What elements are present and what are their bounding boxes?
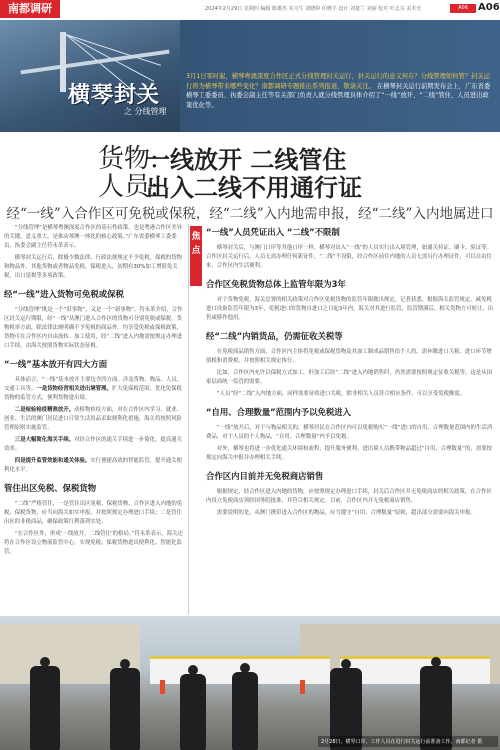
- officer-head: [40, 657, 50, 667]
- headline-label-people: 人员:: [98, 172, 159, 202]
- section-heading: 合作区内目前并无免税商店销售: [206, 471, 324, 481]
- officer-figure: [30, 666, 60, 750]
- paragraph: 根据规定，经合作区进入内地的货物，应按照规定办理进口手续，封关后合作区并无免税商店的相关政策，在合作区内设立免税商店须经国务院批准，并符合相关规定。目前，合作区内并无免税商店销售。: [206, 489, 492, 504]
- inspection-gate: [340, 656, 490, 684]
- section-heading: “一线”基本放开有四大方面: [4, 359, 108, 369]
- officer-figure: [110, 668, 140, 750]
- page-badge: A06: [450, 4, 476, 13]
- key-point: 一是货物经营相关进出境管理。: [36, 386, 112, 392]
- page-number: A06: [478, 2, 500, 13]
- bridge-tower: [60, 32, 66, 92]
- headline-label-goods: 货物:: [98, 144, 159, 174]
- series-intro-highlight: 3月1日零时起，横琴粤澳深度合作区正式分线管理封关运行，封关运行的意义何在？分线管理如何管？封关运行将为横琴带来哪些变化？南都调研专题推出系列报道，敬请关注。: [186, 73, 490, 90]
- series-title: 横琴封关: [68, 83, 161, 108]
- paragraph: 横琴封关运行后，除极少数法律、行政法规规定不予免税，保税的货物和物品外，其他货物或者物品免税、保税进入，初期有30%加工增值免关税，出口退税等多项政策。: [4, 255, 182, 279]
- paragraph: “分线管理”既是一个“旧事物”，又是一个“新事物”，符永革介绍，合作区封关运行期限，经“一线”从澳门进入合作区的货物可分别免税或保税。货物税率方面，除法律法规明确不予免税的商品外，均享受免税或保税政策，货物可在合作区内自由流转、加工使用，经“二线”进入内地需按规定办理进口手续，由海关按照货物实际状态征税。: [4, 307, 183, 349]
- series-intro: [186, 72, 492, 110]
- section-heading: 合作区免税货物总体上监管年限为3年: [206, 279, 346, 289]
- traffic-cone: [300, 680, 305, 694]
- officer-head: [341, 659, 351, 669]
- photo-caption: 2月28日，横琴口岸，工作人员在进行封关运行前准备工作。南都记者 摄: [318, 736, 498, 747]
- key-point: 四是提升监管效能和通关体验。: [14, 458, 91, 464]
- headline-row-goods: [0, 138, 500, 174]
- section-brand: 南都调研: [0, 0, 60, 18]
- officer-head: [188, 665, 198, 675]
- officer-head: [431, 657, 441, 667]
- traffic-cone: [160, 680, 165, 694]
- issue-meta: 2024年2月29日 星期四 编辑 陈雄杰 实习生 刘晓婷 任晓平 设计 刘楚兰 刘丽 校对 叶志芬 美术史: [205, 6, 422, 12]
- officer-figure: [232, 672, 258, 750]
- officer-head: [120, 659, 130, 669]
- article-left-column: [4, 224, 184, 614]
- paragraph: “一线”放开后，对于与物品相关的，横琴居民在合作区内可以免税购买“一线”进口的自用、合理数量范围内的生活消费品，对于人员的个人物品，“自用、合理数量”内予以免税。: [206, 425, 493, 440]
- paragraph: [4, 436, 184, 454]
- text: 动植物检疫方面，对在合作区内学习、就业、创业、生活的澳门居民进口日常生活用品采取便利化措施，海关将按照风险管理原则实施监管。: [4, 407, 182, 431]
- key-point: 三是大幅简化海关手续。: [14, 437, 75, 443]
- paragraph: “在合作区外，形成‘一线放开、二线管住’的格局。”符永革表示，海关还将在合作区设立物流监管中心，实现免税、保税货物进出便利化、智能化监管。: [4, 531, 183, 555]
- bridge-deck: [20, 50, 169, 75]
- article-right-column: [206, 224, 496, 614]
- text: 具体而言，“一线”基本放开主要包含四方面，涉及货物、物品、人员、交通工具等。: [4, 377, 183, 392]
- section-heading: 管住出区免税、保税货物: [4, 483, 97, 493]
- officer-figure: [180, 674, 206, 750]
- paragraph: “二线”严格管住，一是管住出区免税、保税货物，合作区进入内地的免税、保税货物，应当向海关如实申报，并按照规定办理进口手续；二是管住出区的非税商品，确保政策红利落到实处。: [4, 501, 183, 525]
- masthead: [0, 0, 500, 18]
- paragraph: [4, 457, 184, 475]
- paragraph: [4, 376, 184, 403]
- series-subtitle: 之 分线管理: [124, 107, 167, 116]
- banner: [0, 20, 500, 132]
- section-heading: 经“一线”进入货物可免税或保税: [4, 289, 124, 299]
- text: 扩大免保税范围，优化免保税货物的监管方式，便利货物进出境。: [4, 386, 182, 401]
- section-heading: “自用、合理数量”范围内予以免税进入: [206, 407, 352, 417]
- section-heading: 经“二线”内销货品，仍需征收关税等: [206, 331, 343, 341]
- paragraph: [4, 406, 184, 433]
- key-point: 二是检验检疫精准放开。: [14, 407, 75, 413]
- paragraph: “人员”经“二线”入内地方面，同样需要征收进口关税，除非相关人员符合相应条件，可以享受免税额度。: [216, 391, 466, 397]
- paragraph: “分线管理”是横琴粤澳深度合作区的基石性政策，也是粤港合作区差异的关键，意义重大，是推动琴澳一体化的核心政策。”广东省委横琴工委委员、执委会副主任符永革表示。: [4, 225, 183, 249]
- headline-block: [0, 138, 500, 200]
- headline-people: 出入二线不用通行证: [146, 174, 362, 202]
- officer-head: [240, 663, 250, 673]
- text: 对经合作区的通关手续进一步简化，提高通关效率。: [4, 437, 182, 452]
- paragraph: 对外，横琴也将进一步优化通关环境和流程，提升服务便利。进出境人员携带物品超过“自用、合理数量”的，需要按规定向海关申报并办理相关手续。: [206, 446, 492, 461]
- text: 实行便捷高效的智能监管，提升通关便利化水平。: [4, 458, 182, 473]
- column-divider: [188, 224, 189, 614]
- paragraph: 比如，合作区内允许以保税方式加工，但加工后经“二线”进入内地销售时，仍然需要按照规定征收关税等，这是从国家层面统一监管的需要。: [206, 370, 492, 385]
- section-heading: “一线”人员凭证出入 “二线”不限制: [206, 227, 340, 237]
- paragraph: 在免税商品销售方面，合作区内主体将免税或保税货物及其加工制成品销售给个人的，需补缴进口关税、进口环节增值税和消费税，并按照相关规定执行。: [206, 349, 492, 364]
- focus-label: 焦点: [191, 232, 201, 256]
- headline-row-people: [0, 166, 500, 202]
- port-photo: [0, 616, 500, 750]
- headline-goods: 一线放开 二线管住: [146, 146, 347, 174]
- sub-headline: 经“一线”入合作区可免税或保税，经“二线”入内地需申报，经“二线”入内地属进口: [6, 206, 494, 222]
- paragraph: 需要说明的是，从澳门携带进入合作区的物品，应当遵守“自用、合理数量”原则，超出部分需要向海关申报。: [216, 510, 476, 516]
- paragraph: 横琴封关后，与澳门口岸等其他口岸一样，横琴对出入“一线”的人员实行出入境管理，如通关持证、刷卡、验证等。合作区封关运行后，人员无需办理任何新证件，“二线”不设限，经合作区前往内地的人员无需另行办理证件，可以自由往来，合作区内生活便利。: [206, 245, 492, 269]
- paragraph: 对于货物免税，海关总署的相关政策对合作区免税货物的监管年限做出规定，记者获悉，根据海关监管规定，减免税进口设备监管年限为3年，免税进口的货物自进口之日起3年内，海关对其进行监管，监管期满后，相关货物方可转让、出售或移作他用。: [206, 297, 494, 321]
- series-intro-body: 在横琴封关运行前期发布会上，广东省委横琴工委委员、执委会副主任等有关部门负责人就分线管理具体介绍了“一线”放开、“二线”管住、人员进出政策优化等。: [186, 82, 491, 109]
- focus-tag: [190, 226, 202, 286]
